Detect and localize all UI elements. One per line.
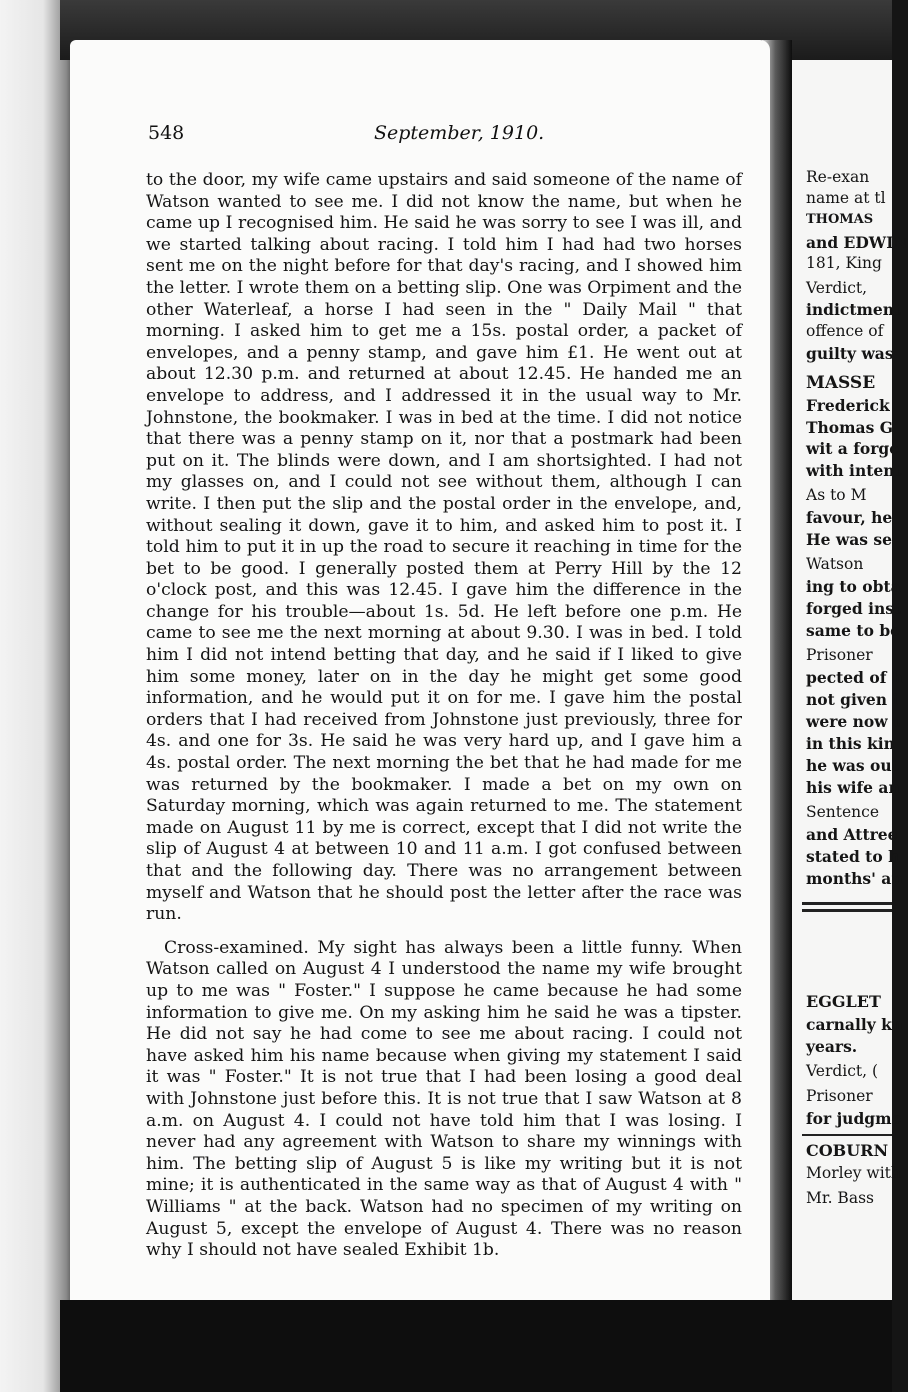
body-text (146, 170, 742, 1262)
adjacent-line: 181, King (806, 254, 882, 272)
adjacent-line: Mr. Bass (806, 1189, 874, 1207)
adjacent-line: Verdict, ( (806, 1062, 879, 1080)
page-number: 548 (148, 122, 185, 144)
adjacent-rule (802, 902, 892, 905)
adjacent-rule (802, 1134, 892, 1136)
adjacent-line: COBURN (806, 1141, 889, 1160)
adjacent-line: He was se (806, 530, 892, 549)
adjacent-line: wit a forge (806, 439, 900, 458)
adjacent-line: his wife an (806, 778, 900, 797)
adjacent-line: indictment (806, 300, 902, 319)
adjacent-line: Morley with (806, 1164, 901, 1182)
adjacent-line: he was out (806, 756, 899, 775)
adjacent-line: MASSE (806, 373, 876, 393)
adjacent-line: name at tl (806, 189, 886, 207)
adjacent-line: offence of (806, 322, 884, 340)
scan-margin-left (0, 0, 78, 1392)
adjacent-line: Sentence (806, 803, 880, 821)
adjacent-line: for judgme (806, 1109, 902, 1128)
paragraph-testimony: to the door, my wife came upstairs and said someone of the name of Watson wanted to see me. I did not know the name, but when he came up I recognised him. He said he was sorry to see I was ill, and we started talking about racing. I told him I had had two horses sent me on the night before for that day's racing, and I showed him the letter. I wrote them on a betting slip. One was Orpiment and the other Waterleaf, a horse I had seen in the " Daily Mail " that morning. I asked him to get me a 15s. postal order, a packet of envelopes, and a penny stamp, and gave him £1. He went out at about 12.30 p.m. and returned at about 12.45. He handed me an envelope to address, and I addressed it in the usual way to Mr. Johnstone, the bookmaker. I was in bed at the time. I did not notice that there was a penny stamp on it, nor that a postmark had been put on it. The blinds were down, and I am shortsighted. I had not my glasses on, and I could not see without them, although I can write. I then put the slip and the postal order in the envelope, and, without sealing it down, gave it to him, and asked him to post it. I told him to put it in up the road to secure it reaching in time for the bet to be good. I generally posted them at Perry Hill by the 12 o'clock post, and this was 12.45. I gave him the difference in the change for his trouble—about 1s. 5d. He left before one p.m. He came to see me the next morning at about 9.30. I was in bed. I told him I did not intend betting that day, and he said if I liked to give him some money, later on in the day he might get some good information, and he would put it on for me. I gave him the postal orders that I had received from Johnstone just previously, three for 4s. and one for 3s. He said he was very hard up, and I gave him a 4s. postal order. The next morning the bet that he had made for me was returned by the bookmaker. I made a bet on my own on Saturday morning, which was again returned to me. The statement made on August 11 by me is correct, except that I did not write the slip of August 4 at between 10 and 11 a.m. I got confused between that and the following day. There was no arrangement between myself and Watson that he should post the letter after the race was run. (146, 170, 742, 925)
adjacent-line: EGGLET (806, 992, 881, 1011)
adjacent-line: favour, he (806, 508, 893, 527)
adjacent-line: Thomas G (806, 418, 893, 437)
adjacent-line: not given i (806, 690, 899, 709)
adjacent-line: Prisoner (806, 1087, 873, 1105)
page-header (148, 122, 708, 152)
paragraph-cross-examination: Cross-examined. My sight has always been a little funny. When Watson called on August 4 I understood the name my wife brought up to me was " Foster." I suppose he came because he had some information to give me. On my asking him he said he was a tipster. He did not say he had come to see me about racing. I could not have asked him his name because when giving my statement I said it was " Foster." It is not true that I had been losing a good deal with Johnstone just before this. It is not true that I saw Watson at 8 a.m. on August 4. I could not have told him that I was losing. I never had any agreement with Watson to share my winnings with him. The betting slip of August 5 is like my writing but it is not mine; it is authenticated in the same way as that of August 4 with " Williams " at the back. Watson had no specimen of my writing on August 5, except the envelope of August 4. There was no reason why I should not have sealed Exhibit 1b. (146, 937, 742, 1261)
adjacent-line: As to M (806, 486, 867, 504)
adjacent-line: in this kin (806, 734, 895, 753)
adjacent-line: same to be (806, 621, 901, 640)
adjacent-line: Watson (806, 555, 864, 573)
adjacent-line: guilty was (806, 344, 894, 363)
adjacent-line: and Attree (806, 825, 898, 844)
adjacent-line: and EDWIN (806, 233, 908, 252)
adjacent-line: were now u (806, 712, 905, 731)
adjacent-rule (802, 909, 892, 912)
running-title: September, 1910. (374, 122, 545, 144)
adjacent-line: Re-exan (806, 168, 870, 186)
adjacent-page (792, 60, 908, 1310)
adjacent-line: months' an (806, 869, 903, 888)
adjacent-line: carnally kn (806, 1015, 904, 1034)
adjacent-line: forged inst (806, 599, 902, 618)
adjacent-line: stated to h (806, 847, 900, 866)
adjacent-line: Prisoner (806, 646, 873, 664)
adjacent-line: Frederick (806, 396, 890, 415)
adjacent-line: pected of h (806, 668, 904, 687)
adjacent-line: with intent (806, 461, 902, 480)
adjacent-line: years. (806, 1037, 858, 1056)
scan-margin-bottom (60, 1300, 892, 1392)
adjacent-line: THOMAS (806, 212, 874, 227)
adjacent-line: Verdict, (806, 279, 868, 297)
adjacent-line: ing to obta (806, 577, 901, 596)
